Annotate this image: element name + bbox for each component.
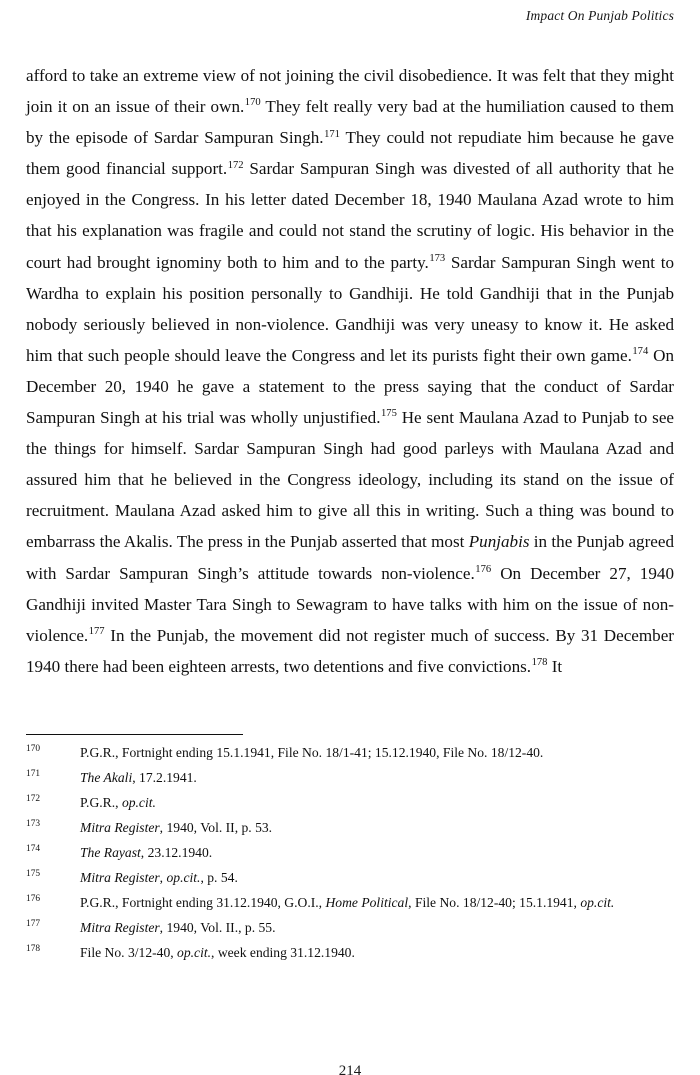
- italic-text: op.cit.: [177, 944, 212, 960]
- footnote-text: The Rayast, 23.12.1940.: [80, 844, 213, 860]
- footnote-item: [26, 845, 674, 862]
- italic-text: The Akali: [80, 769, 133, 785]
- footnote-number-172: 172: [26, 793, 41, 804]
- footnote-text: P.G.R., op.cit.: [80, 794, 156, 810]
- italic-text: op.cit.: [580, 894, 615, 910]
- footnote-number-176: 176: [26, 893, 41, 904]
- footnote-number-177: 177: [26, 918, 41, 929]
- page-number: 214: [338, 1063, 362, 1075]
- footnote-reference-176: 176: [475, 563, 492, 575]
- footnote-item: [26, 795, 674, 812]
- footnote-item: [26, 870, 674, 887]
- footnote-item: [26, 770, 674, 787]
- footnote-reference-174: 174: [632, 346, 649, 358]
- italic-text: The Rayast: [80, 844, 141, 860]
- footnote-number-178: 178: [26, 943, 41, 954]
- footnote-text: File No. 3/12-40, op.cit., week ending 31.12.1940.: [80, 944, 355, 960]
- footnote-reference-177: 177: [88, 626, 105, 637]
- footnote-reference-170: 170: [244, 97, 261, 109]
- footnote-item: [26, 895, 674, 912]
- footnote-reference-171: 171: [324, 128, 340, 140]
- footnote-number-174: 174: [26, 843, 41, 854]
- italic-text: Mitra Register: [80, 919, 160, 935]
- footnote-text: The Akali, 17.2.1941.: [80, 769, 197, 785]
- footnote-item: [26, 820, 674, 837]
- italic-text: op.cit.: [121, 794, 156, 810]
- italic-text: Mitra Register: [80, 819, 160, 835]
- footnote-item: [26, 945, 674, 962]
- body-text-block: [26, 60, 674, 682]
- footnote-item: [26, 920, 674, 937]
- footnote-number-170: 170: [26, 744, 41, 754]
- footnote-text: Mitra Register, op.cit., p. 54.: [80, 869, 238, 885]
- italic-text: Mitra Register: [80, 869, 160, 885]
- italic-text: Punjabis: [468, 532, 530, 552]
- footnote-separator-rule: [26, 734, 243, 735]
- footnote-reference-172: 172: [227, 159, 244, 171]
- footnote-text: Mitra Register, 1940, Vol. II, p. 53.: [80, 819, 273, 835]
- footnote-number-171: 171: [26, 768, 41, 779]
- footnote-text: P.G.R., Fortnight ending 15.1.1941, File No. 18/1-41; 15.12.1940, File No. 18/12-40.: [80, 745, 544, 760]
- footnote-reference-178: 178: [531, 657, 548, 669]
- footnote-item: [26, 745, 674, 762]
- italic-text: Home Political: [325, 894, 409, 910]
- footnote-reference-173: 173: [429, 252, 446, 264]
- footnote-list: [26, 745, 674, 961]
- footnote-text: P.G.R., Fortnight ending 31.12.1940, G.O.I., Home Political, File No. 18/12-40; 15.1.1941, op.cit.: [80, 894, 615, 910]
- italic-text: op.cit.: [166, 869, 201, 885]
- footnote-number-173: 173: [26, 818, 41, 829]
- footnote-number-175: 175: [26, 868, 41, 879]
- footnote-text: Mitra Register, 1940, Vol. II., p. 55.: [80, 919, 276, 935]
- footnote-reference-175: 175: [380, 408, 397, 420]
- running-header: Impact On Punjab Politics: [525, 8, 674, 23]
- body-paragraph: afford to take an extreme view of not joining the civil disobedience. It was felt that they might join it on an issue of their own.$^{170}$ They felt really very bad at the humiliation caused to them by the episode of Sardar Sampuran Singh.$^{171}$ They could not repudiate him because he gave them good financial support.$^{172}$ Sardar Sampuran Singh was divested of all authority that he enjoyed in the Congress. In his letter dated December 18, 1940 Maulana Azad wrote to him that his explanation was fragile and could not stand the scrutiny of logic. His behavior in the court had brought ignominy both to him and to the party.$^{173}$ Sardar Sampuran Singh went to Wardha to explain his position personally to Gandhiji. He told Gandhiji that in the Punjab nobody seriously believed in non-violence. Gandhiji was very uneasy to know it. He asked him that such people should leave the Congress and let its purists fight their own game.$^{174}$ On December 20, 1940 he gave a statement to the press saying that the conduct of Sardar Sampuran Singh at his trial was wholly unjustified.$^{175}$ He sent Maulana Azad to Punjab to see the things for himself. Sardar Sampuran Singh had good parleys with Maulana Azad and assured him that he believed in the Congress ideology, including its stand on the issue of recruitment. Maulana Azad asked him to give all this in writing. Such a thing was bound to embarrass the Akalis. The press in the Punjab asserted that most Punjabis in the Punjab agreed with Sardar Sampuran Singh’s attitude towards non-violence.$^{176}$ On December 27, 1940 Gandhiji invited Master Tara Singh to Sewagram to have talks with him on the issue of non-violence.$^{177}$ In the Punjab, the movement did not register much of success. By 31 December 1940 there had been eighteen arrests, two detentions and five convictions.$^{178}$ It: [26, 66, 674, 676]
